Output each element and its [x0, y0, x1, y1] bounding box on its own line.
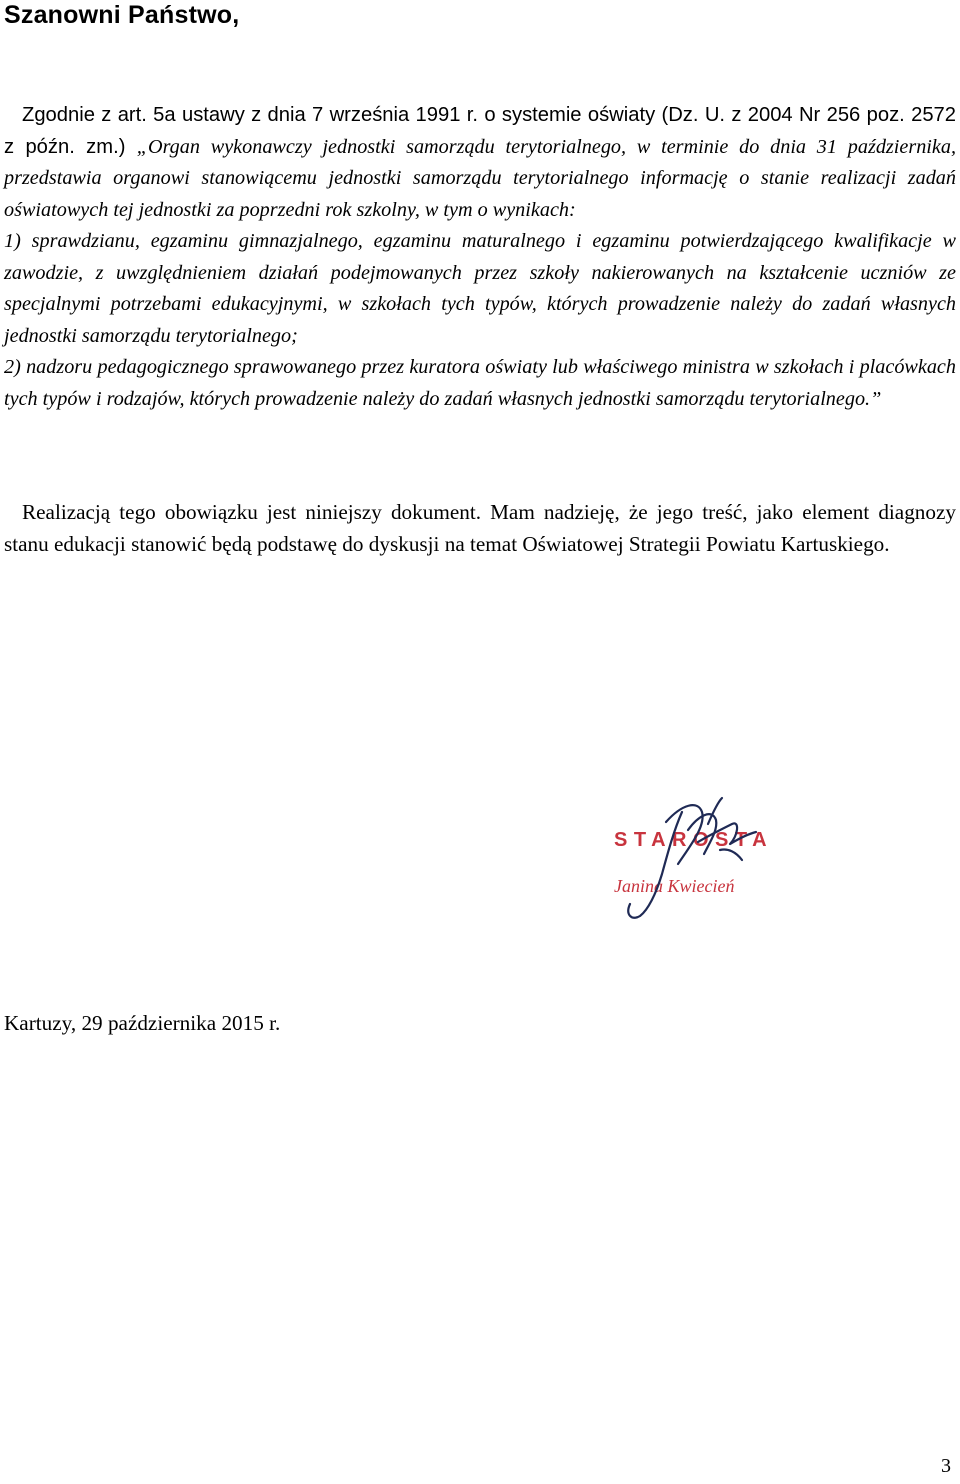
intro-text: Zgodnie z art. 5a ustawy z dnia 7 września 1991 r. o systemie oświaty (Dz. U. z 2004 Nr 256 poz. 2572 z późn. zm.) [4, 104, 956, 158]
date-line: Kartuzy, 29 października 2015 r. [4, 1011, 281, 1035]
provision-item-2: 2) nadzoru pedagogicznego sprawowanego przez kuratora oświaty lub właściwego ministra w szkołach i placówkach tych typów i rodzajów, których prowadzenie należy do zadań własnych jednostki samorządu terytorialnego.” [4, 356, 956, 410]
provision-item-1: 1) sprawdzianu, egzaminu gimnazjalnego, egzaminu maturalnego i egzaminu potwierdzającego kwalifikacje w zawodzie, z uwzględnieniem działań podejmowanych przez szkoły nakierowanych na kształcenie uczniów ze specjalnymi potrzebami edukacyjnymi, w szkołach tych typów, których prowadzenie należy do zadań własnych jednostki samorządu terytorialnego; [4, 230, 956, 347]
stamp-title: STAROSTA [614, 829, 774, 851]
greeting-heading: Szanowni Państwo, [4, 1, 240, 29]
stamp-name: Janina Kwiecień [614, 876, 735, 896]
conclusion-paragraph [4, 497, 956, 560]
quoted-provision: „Organ wykonawczy jednostki samorządu terytorialnego, w terminie do dnia 31 października, przedstawia organowi stanowiącemu jednostki samorządu terytorialnego informację o stanie realizacji zadań oświatowych tej jednostki za poprzedni rok szkolny, w tym o wynikach: [4, 135, 956, 221]
conclusion-text: Realizacją tego obowiązku jest niniejszy dokument. Mam nadzieję, że jego treść, jako element diagnozy stanu edukacji stanowić będą podstawę do dyskusji na temat Oświatowej Strategii Powiatu Kartuskiego. [4, 500, 956, 556]
intro-paragraph [4, 100, 956, 226]
signature-stamp [570, 790, 810, 940]
handwritten-signature-icon [628, 798, 756, 918]
legal-citation-block [4, 100, 956, 415]
page-number: 3 [941, 1455, 951, 1477]
